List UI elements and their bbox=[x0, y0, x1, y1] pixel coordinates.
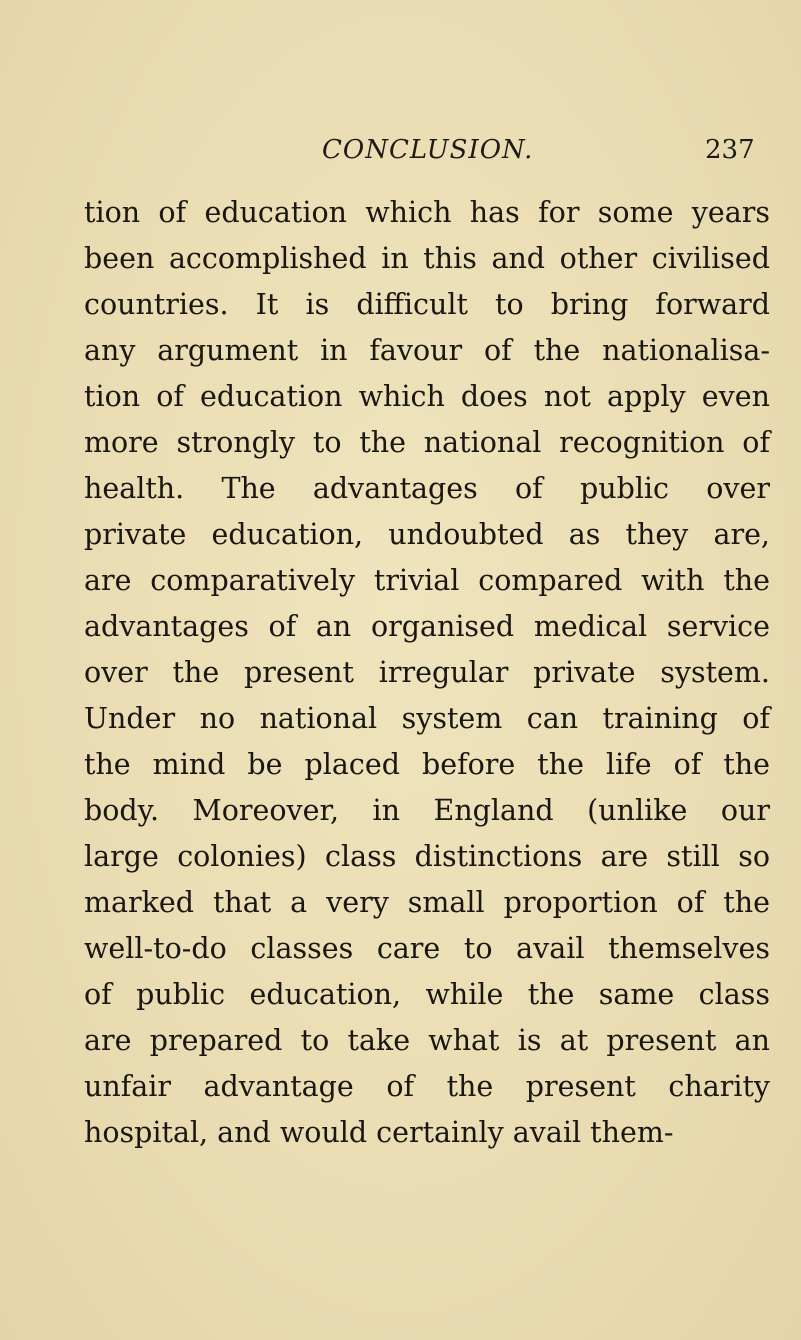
text-line: unfair advantage of the present charity bbox=[84, 1070, 770, 1103]
page-number: 237 bbox=[705, 135, 755, 165]
page-header bbox=[0, 130, 801, 170]
text-line: countries. It is difficult to bring forward bbox=[84, 288, 770, 321]
text-line: health. The advantages of public over bbox=[84, 472, 770, 505]
text-line: Under no national system can training of bbox=[84, 702, 770, 735]
text-line: been accomplished in this and other civilised bbox=[84, 242, 770, 275]
text-line: tion of education which has for some years bbox=[84, 196, 770, 229]
text-line: any argument in favour of the nationalisa- bbox=[84, 334, 770, 367]
text-line: are prepared to take what is at present an bbox=[84, 1024, 770, 1057]
text-line: large colonies) class distinctions are still so bbox=[84, 840, 770, 873]
text-line: marked that a very small proportion of the bbox=[84, 886, 770, 919]
running-title: CONCLUSION. bbox=[322, 135, 534, 165]
text-line: are comparatively trivial compared with the bbox=[84, 564, 770, 597]
text-line: body. Moreover, in England (unlike our bbox=[84, 794, 770, 827]
text-line: advantages of an organised medical service bbox=[84, 610, 770, 643]
text-line: tion of education which does not apply even bbox=[84, 380, 770, 413]
text-line: the mind be placed before the life of the bbox=[84, 748, 770, 781]
text-line: well-to-do classes care to avail themselves bbox=[84, 932, 770, 965]
text-line: more strongly to the national recognition of bbox=[84, 426, 770, 459]
text-line: hospital, and would certainly avail them- bbox=[84, 1116, 674, 1149]
text-line: of public education, while the same class bbox=[84, 978, 770, 1011]
text-line: private education, undoubted as they are, bbox=[84, 518, 770, 551]
text-line: over the present irregular private system. bbox=[84, 656, 770, 689]
body-text bbox=[84, 190, 770, 1156]
